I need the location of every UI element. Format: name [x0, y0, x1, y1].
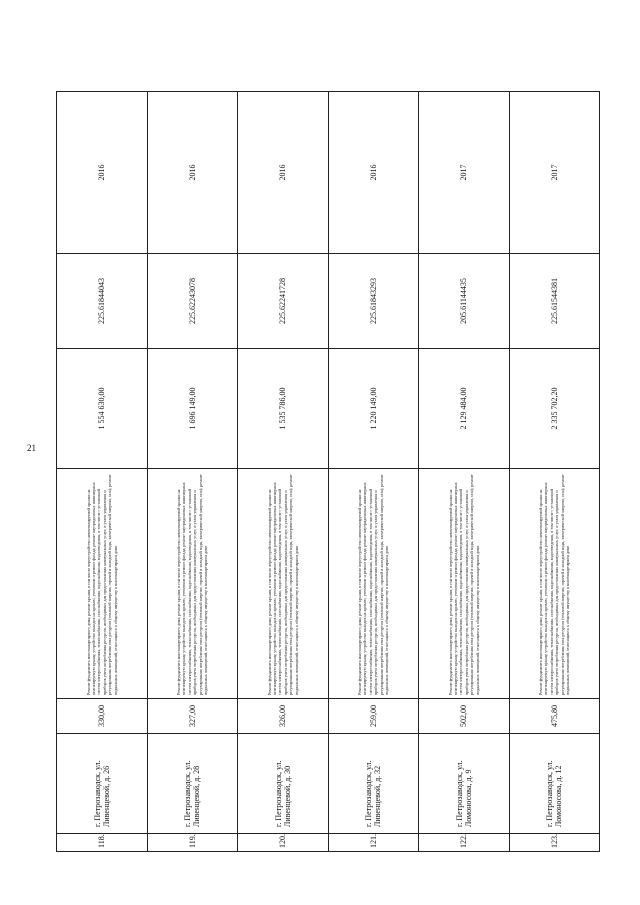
table-row [419, 92, 510, 852]
year-cell: 2016 [147, 92, 238, 254]
cost-cell: 2 335 702,20 [509, 349, 600, 469]
year-cell: 2016 [328, 92, 419, 254]
object-code-cell: 225.61844043 [57, 254, 148, 349]
rotated-table-container [56, 92, 600, 852]
object-code-cell: 225.61544381 [509, 254, 600, 349]
address-cell: г. Петрозаводск, ул. Ломоносова, д. 12 [509, 734, 600, 834]
table-row [509, 92, 600, 852]
year-cell: 2016 [57, 92, 148, 254]
works-description-cell: Ремонт фундамента многоквартирного дома; ремонт крыши, в том числе переустройство невентилируемой крыши на вентилируемую крышу, устройство выходов на кровлю, утепление и ремонт фасада; ремонт внутридомовых инженерных систем электроснабжения, теплоснабжения, газоснабжения, водоснабжения, водоотведения, в том числе с установкой приборов учета потребления ресурсов, необходимых для предоставления коммунальных услуг, и узлов управления и регулирования потребления этих ресурсов (тепловой энергии, горячей и холодной воды, электрической энергии, газа); ремонт подвальных помещений, относящихся к общему имуществу в многоквартирном доме [509, 469, 600, 699]
table-row [147, 92, 238, 852]
address-cell: г. Петрозаводск, ул. Ломоносова, д. 9 [419, 734, 510, 834]
row-number-cell: 122. [419, 834, 510, 852]
works-description-cell: Ремонт фундамента многоквартирного дома; ремонт крыши, в том числе переустройство невентилируемой крыши на вентилируемую крышу, устройство выходов на кровлю, утепление и ремонт фасада; ремонт внутридомовых инженерных систем электроснабжения, теплоснабжения, газоснабжения, водоснабжения, водоотведения, в том числе с установкой приборов учета потребления ресурсов, необходимых для предоставления коммунальных услуг, и узлов управления и регулирования потребления этих ресурсов (тепловой энергии, горячей и холодной воды, электрической энергии, газа); ремонт подвальных помещений, относящихся к общему имуществу в многоквартирном доме [238, 469, 329, 699]
address-cell: г. Петрозаводск, ул. Ливенцевой, д. 32 [328, 734, 419, 834]
area-cell: 327,00 [147, 699, 238, 734]
address-cell: г. Петрозаводск, ул. Ливенцевой, д. 30 [238, 734, 329, 834]
year-cell: 2017 [419, 92, 510, 254]
works-description-cell: Ремонт фундамента многоквартирного дома; ремонт крыши, в том числе переустройство невентилируемой крыши на вентилируемую крышу, устройство выходов на кровлю, утепление и ремонт фасада; ремонт внутридомовых инженерных систем электроснабжения, теплоснабжения, газоснабжения, водоснабжения, водоотведения, в том числе с установкой приборов учета потребления ресурсов, необходимых для предоставления коммунальных услуг, и узлов управления и регулирования потребления этих ресурсов (тепловой энергии, горячей и холодной воды, электрической энергии, газа); ремонт подвальных помещений, относящихся к общему имуществу в многоквартирном доме [328, 469, 419, 699]
area-cell: 326,00 [238, 699, 329, 734]
object-code-cell: 205.61144435 [419, 254, 510, 349]
year-cell: 2017 [509, 92, 600, 254]
cost-cell: 1 554 630,00 [57, 349, 148, 469]
works-description-cell: Ремонт фундамента многоквартирного дома; ремонт крыши, в том числе переустройство невентилируемой крыши на вентилируемую крышу, устройство выходов на кровлю, утепление и ремонт фасада; ремонт внутридомовых инженерных систем электроснабжения, теплоснабжения, газоснабжения, водоснабжения, водоотведения, в том числе с установкой приборов учета потребления ресурсов, необходимых для предоставления коммунальных услуг, и узлов управления и регулирования потребления этих ресурсов (тепловой энергии, горячей и холодной воды, электрической энергии, газа); ремонт подвальных помещений, относящихся к общему имуществу в многоквартирном доме [419, 469, 510, 699]
page-number: 21 [27, 443, 36, 453]
address-cell: г. Петрозаводск, ул. Ливенцевой, д. 28 [147, 734, 238, 834]
row-number-cell: 119. [147, 834, 238, 852]
table-row [328, 92, 419, 852]
object-code-cell: 225.62243078 [147, 254, 238, 349]
row-number-cell: 121. [328, 834, 419, 852]
area-cell: 330,00 [57, 699, 148, 734]
area-cell: 475,80 [509, 699, 600, 734]
cost-cell: 1 535 786,00 [238, 349, 329, 469]
area-cell: 502,00 [419, 699, 510, 734]
object-code-cell: 225.62241728 [238, 254, 329, 349]
cost-cell: 2 129 484,00 [419, 349, 510, 469]
table-row [57, 92, 148, 852]
row-number-cell: 120. [238, 834, 329, 852]
area-cell: 259,00 [328, 699, 419, 734]
repair-program-table [56, 91, 600, 852]
cost-cell: 1 696 149,00 [147, 349, 238, 469]
table-body [57, 92, 600, 852]
cost-cell: 1 220 149,00 [328, 349, 419, 469]
row-number-cell: 123. [509, 834, 600, 852]
works-description-cell: Ремонт фундамента многоквартирного дома; ремонт крыши, в том числе переустройство невентилируемой крыши на вентилируемую крышу, устройство выходов на кровлю, утепление и ремонт фасада; ремонт внутридомовых инженерных систем электроснабжения, теплоснабжения, газоснабжения, водоснабжения, водоотведения, в том числе с установкой приборов учета потребления ресурсов, необходимых для предоставления коммунальных услуг, и узлов управления и регулирования потребления этих ресурсов (тепловой энергии, горячей и холодной воды, электрической энергии, газа); ремонт подвальных помещений, относящихся к общему имуществу в многоквартирном доме [147, 469, 238, 699]
works-description-cell: Ремонт фундамента многоквартирного дома; ремонт крыши, в том числе переустройство невентилируемой крыши на вентилируемую крышу, устройство выходов на кровлю, утепление и ремонт фасада; ремонт внутридомовых инженерных систем электроснабжения, теплоснабжения, газоснабжения, водоснабжения, водоотведения, в том числе с установкой приборов учета потребления ресурсов, необходимых для предоставления коммунальных услуг, и узлов управления и регулирования потребления этих ресурсов (тепловой энергии, горячей и холодной воды, электрической энергии, газа); ремонт подвальных помещений, относящихся к общему имуществу в многоквартирном доме [57, 469, 148, 699]
row-number-cell: 118. [57, 834, 148, 852]
table-row [238, 92, 329, 852]
object-code-cell: 225.61843293 [328, 254, 419, 349]
year-cell: 2016 [238, 92, 329, 254]
address-cell: г. Петрозаводск, ул. Ливенцевой, д. 26 [57, 734, 148, 834]
